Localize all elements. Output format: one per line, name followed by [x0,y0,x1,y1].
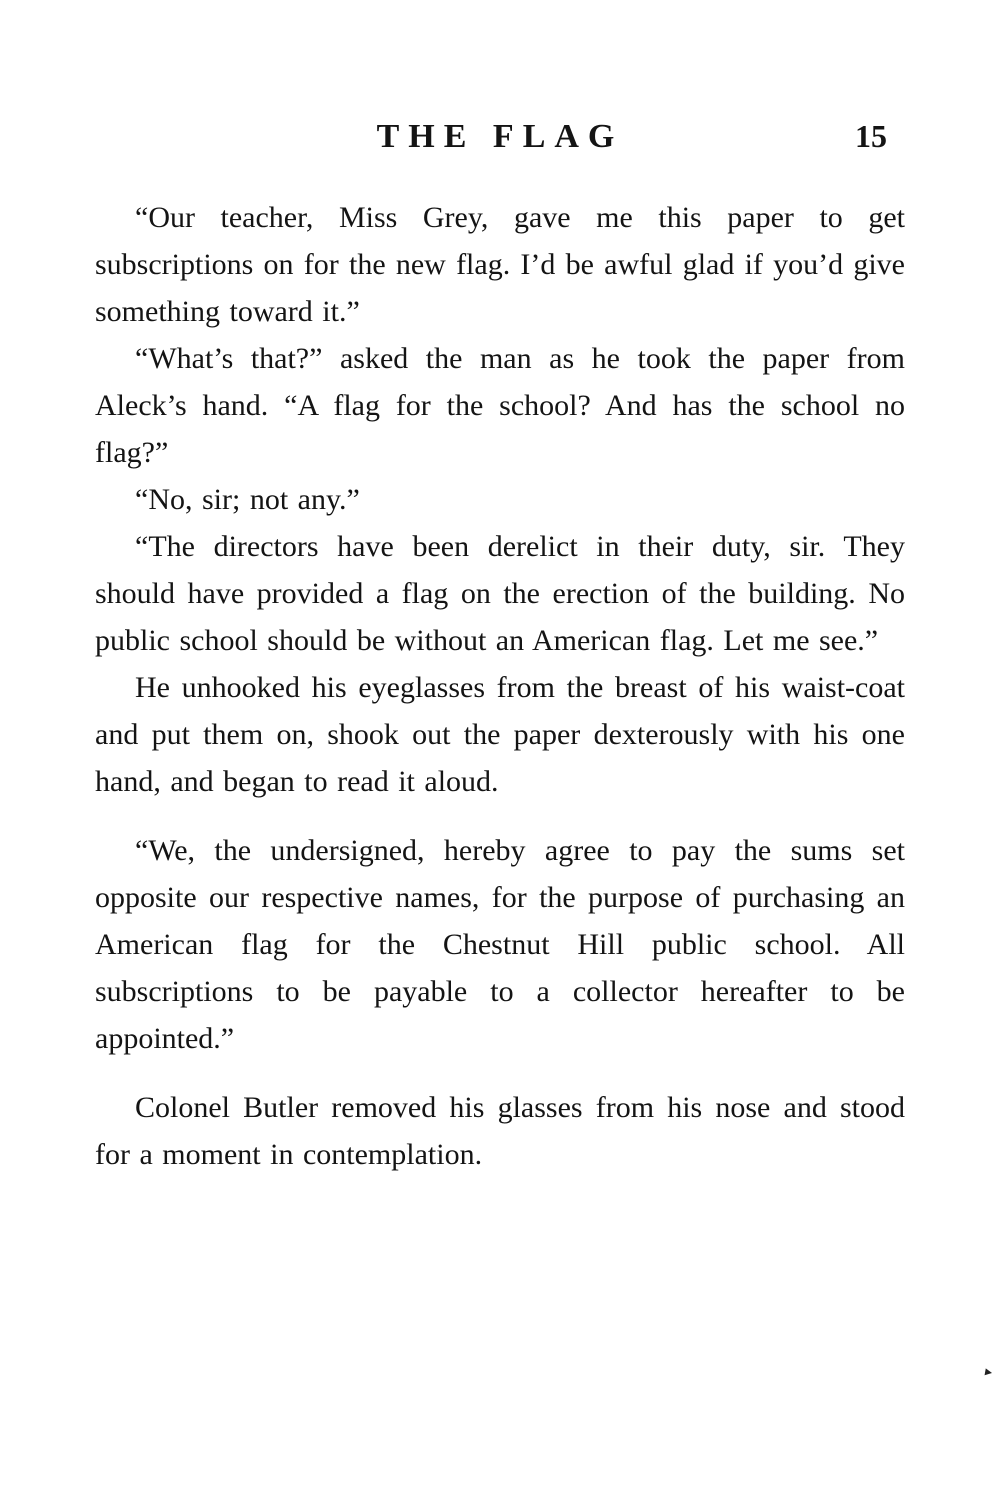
paragraph: Colonel Butler removed his glasses from his nose and stood for a moment in contemplation. [95,1091,905,1171]
printers-mark-icon: ▸ [983,1364,994,1381]
page-number: 15 [855,118,887,154]
paragraph: “Our teacher, Miss Grey, gave me this paper to get subscriptions on for the new flag. I’d be awful glad if you’d give something toward it.” [95,201,905,328]
paragraph: “No, sir; not any.” [135,483,360,516]
paragraph-subscription-text: “We, the undersigned, hereby agree to pay the sums set opposite our respective names, for the purpose of purchasing an American flag for the Chestnut Hill public school. All subscriptions to be payable to a collector hereafter to be appointed.” [95,834,905,1055]
running-head [95,118,905,162]
body-text [95,194,905,1178]
paragraph: He unhooked his eyeglasses from the breast of his waist-coat and put them on, shook out the paper dexterously with his one hand, and began to read it aloud. [95,671,905,798]
paragraph: “What’s that?” asked the man as he took the paper from Aleck’s hand. “A flag for the school? And has the school no flag?” [95,342,905,469]
paragraph: “The directors have been derelict in their duty, sir. They should have provided a flag on the erection of the building. No public school should be without an American flag. Let me see.” [95,530,905,657]
page-title: THE FLAG [376,118,624,155]
